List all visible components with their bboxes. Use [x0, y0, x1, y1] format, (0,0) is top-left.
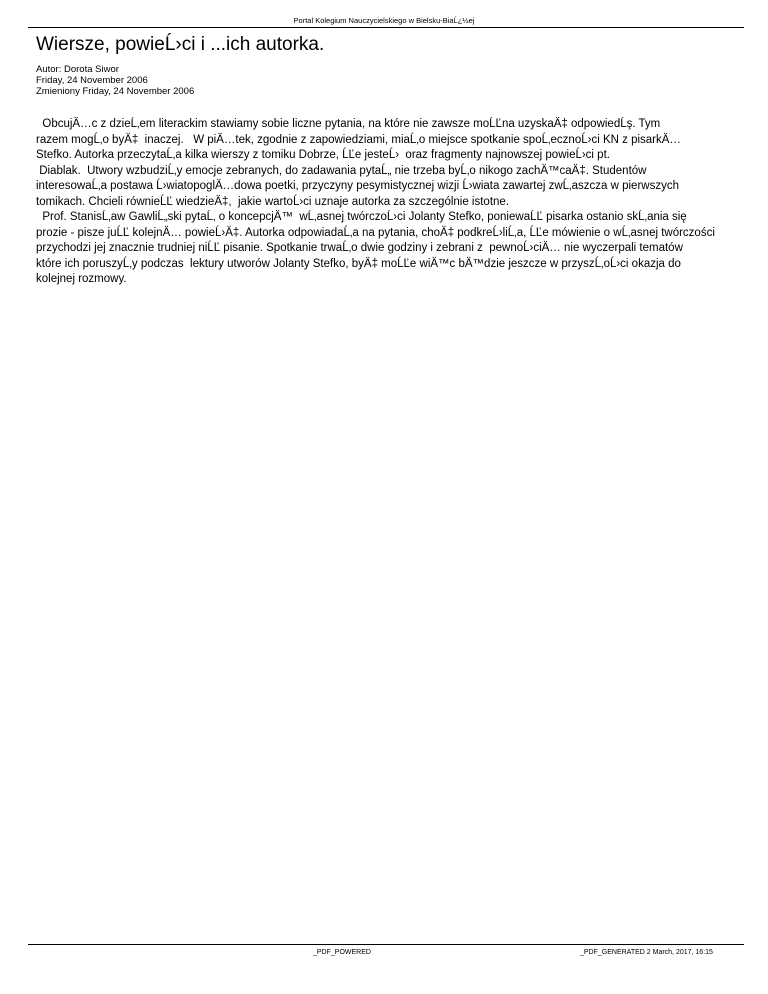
- article-date: Friday, 24 November 2006: [36, 75, 148, 86]
- article-paragraph-2: [36, 210, 768, 288]
- article-title: Wiersze, powieĹ›ci i ...ich autorka.: [36, 34, 325, 55]
- footer-powered: _PDF_POWERED: [313, 949, 371, 956]
- article-meta: [36, 64, 194, 97]
- article-author: Autor: Dorota Siwor: [36, 64, 119, 75]
- footer-generated: _PDF_GENERATED 2 March, 2017, 16:15: [580, 949, 713, 956]
- paragraph-line: prozie - pisze juĹĽ kolejnÄ… powieĹ›Ä‡. Autorka odpowiadaĹ‚a na pytania, choÄ‡ podkreĹ›liĹ‚a, ĹĽe mówienie o wĹ‚asnej twórczości: [36, 226, 715, 239]
- paragraph-line: razem mogĹ‚o byÄ‡ inaczej. W piÄ…tek, zgodnie z zapowiedziami, miaĹ‚o miejsce spotkanie spoĹ‚ecznoĹ›ci KN z pisarkÄ…: [36, 133, 681, 146]
- paragraph-line: Diablak. Utwory wzbudziĹ‚y emocje zebranych, do zadawania pytaĹ„ nie trzeba byĹ‚o nikogo zachÄ™caÄ‡. Studentów: [36, 164, 647, 177]
- paragraph-line: które ich poruszyĹ‚y podczas lektury utworów Jolanty Stefko, byÄ‡ moĹĽe wiÄ™c bÄ™dzie jeszcze w przyszĹ‚oĹ›ci okazja do: [36, 257, 681, 270]
- paragraph-line: Prof. StanisĹ‚aw GawliĹ„ski pytaĹ‚ o koncepcjÄ™ wĹ‚asnej twórczoĹ›ci Jolanty Stefko, poniewaĹĽ pisarka ostanio skĹ‚ania się: [36, 211, 687, 223]
- paragraph-line: tomikach. Chcieli równieĹĽ wiedzieÄ‡, jakie wartoĹ›ci uznaje autorka za szczególnie istotne.: [36, 195, 510, 208]
- paragraph-line: ObcujÄ…c z dzieĹ‚em literackim stawiamy sobie liczne pytania, na które nie zawsze moĹĽna uzyskaÄ‡ odpowiedĹş. Tym: [36, 118, 661, 130]
- paragraph-line: kolejnej rozmowy.: [36, 273, 127, 285]
- header-divider: [28, 27, 744, 28]
- paragraph-line: interesowaĹ‚a postawa Ĺ›wiatopoglÄ…dowa poetki, przyczyny pesymistycznej wizji Ĺ›wiata zawartej zwĹ‚aszcza w pierwszych: [36, 180, 679, 192]
- article-paragraph-1: [36, 117, 768, 210]
- paragraph-line: przychodzi jej znacznie trudniej niĹĽ pisanie. Spotkanie trwaĹ‚o dwie godziny i zebrani z pewnoĹ›ciÄ… nie wyczerpali tematów: [36, 242, 683, 254]
- paragraph-line: Stefko. Autorka przeczytaĹ‚a kilka wierszy z tomiku Dobrze, ĹĽe jesteĹ› oraz fragmenty najnowszej powieĹ›ci pt.: [36, 149, 610, 161]
- footer-divider: [28, 944, 744, 945]
- portal-header: Portal Kolegium Nauczycielskiego w Bielsku-BiaĹ¿½ej: [293, 16, 475, 25]
- article-modified: Zmieniony Friday, 24 November 2006: [36, 86, 195, 97]
